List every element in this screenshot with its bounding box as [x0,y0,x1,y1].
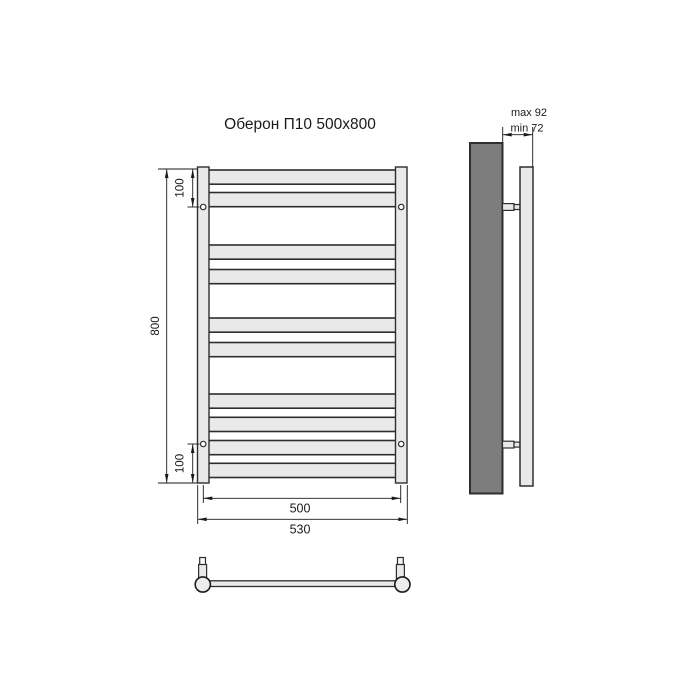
front-view [198,167,408,483]
mounting-hole [201,441,206,446]
rung [205,441,399,455]
arrowhead-up [191,169,195,178]
dimension-height-800 [150,169,198,483]
arrowhead-up [165,169,169,178]
dimension-width-500 [203,485,400,516]
arrowhead-right [398,518,407,522]
dimension-wall-distance [503,107,547,167]
rung [205,193,399,207]
rung-group [205,170,399,478]
rung [205,394,399,408]
wall-bracket-bottom [503,441,520,448]
mounting-hole [201,204,206,209]
dimension-label-bottom-100: 100 [174,453,187,474]
dimension-label-530: 530 [289,522,311,537]
dimension-label-max-92: max 92 [510,107,548,119]
arrowhead-left [203,497,212,501]
rung [205,463,399,477]
mounting-screw [398,558,404,566]
extension-line [203,485,400,503]
dimension-label-top-100: 100 [174,178,187,198]
dimension-label-min-72: min 72 [510,122,544,135]
right-post [396,167,408,483]
arrowhead-down [191,474,195,483]
mounting-hole [399,204,404,209]
dimension-bottom-offset-100 [175,444,200,483]
rung [205,417,399,431]
post-end-cap [195,577,210,592]
drawing-title: Оберон П10 500x800 [224,116,376,133]
wall-section [470,143,503,494]
arrowhead-down [165,474,169,483]
bracket-body [503,204,515,211]
bracket-nut [514,205,520,210]
mounting-hole [399,441,404,446]
arrowhead-left [198,518,207,522]
dimension-label-800: 800 [150,316,162,336]
crossbar-tube [206,581,399,587]
rung [205,170,399,184]
rail-profile [520,167,533,486]
rung [205,270,399,284]
extension-line [158,169,198,483]
rung [205,343,399,357]
mounting-screw [200,558,206,566]
wall-bracket-top [503,204,520,211]
arrowhead-up [191,444,195,453]
left-post [198,167,210,483]
arrowhead-down [191,198,195,207]
arrowhead-right [392,497,401,501]
rung [205,245,399,259]
side-view [470,143,533,494]
bracket-body [503,441,515,448]
rung [205,318,399,332]
post-end-cap [395,577,410,592]
bracket-nut [514,442,520,447]
dimension-top-offset-100 [175,169,200,207]
dimension-label-500: 500 [289,501,311,516]
top-view [195,558,410,593]
